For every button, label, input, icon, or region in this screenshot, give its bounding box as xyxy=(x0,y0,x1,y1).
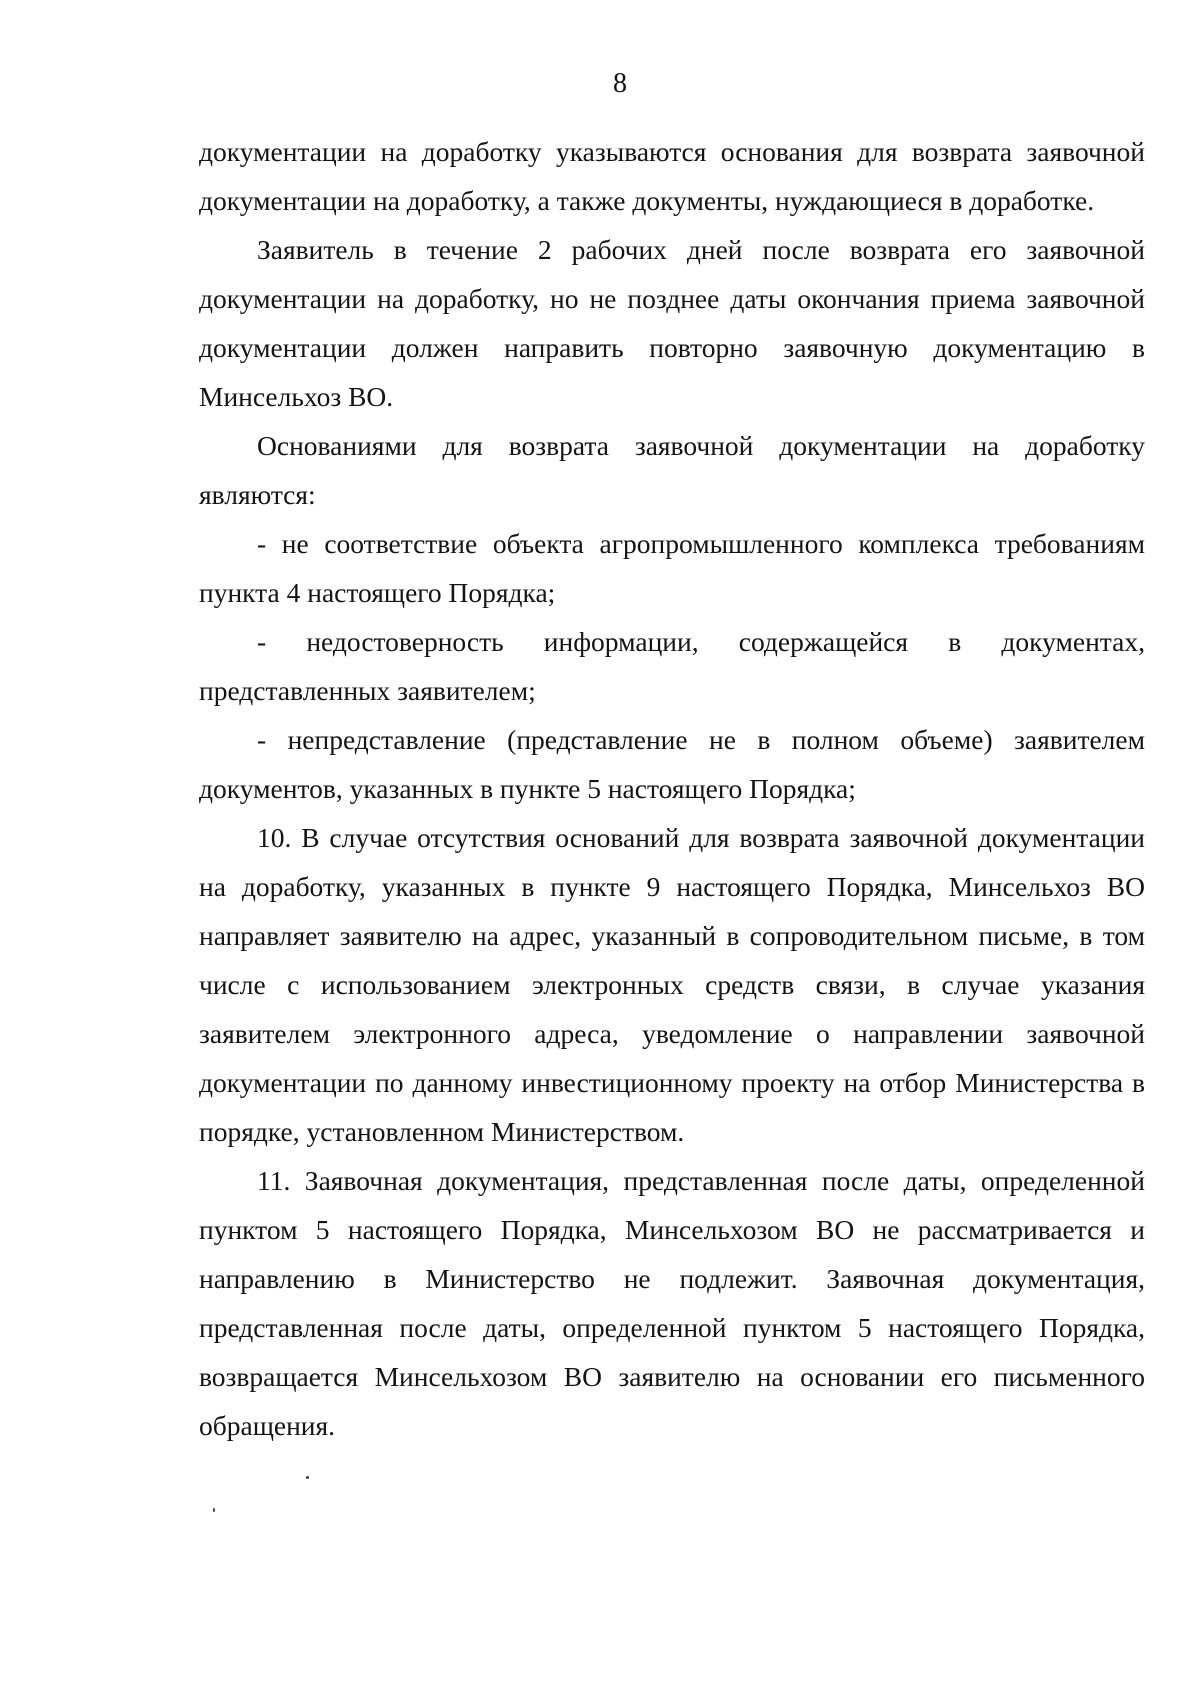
list-item-noncompliance: - не соответствие объекта агропромышленного комплекса требованиям пункта 4 настоящего Порядка; xyxy=(199,528,1145,608)
scan-artifact-dot xyxy=(306,1476,309,1479)
paragraph-continuation: документации на доработку указываются основания для возврата заявочной документации на доработку, а также документы, нуждающиеся в доработке. xyxy=(199,136,1145,216)
page-number: 8 xyxy=(613,68,627,99)
paragraph-clause-11: 11. Заявочная документация, представленная после даты, определенной пунктом 5 настоящего Порядка, Минсельхозом ВО не рассматривается и направлению в Министерство не подлежит. Заявочная документация, представленная после даты, определенной пунктом 5 настоящего Порядка, возвращается Минсельхозом ВО заявителю на основании его письменного обращения. xyxy=(199,1165,1145,1441)
paragraph-resubmission: Заявитель в течение 2 рабочих дней после возврата его заявочной документации на доработку, но не позднее даты окончания приема заявочной документации должен направить повторно заявочную документацию в Минсельхоз ВО. xyxy=(199,234,1145,412)
scan-artifact-dot xyxy=(213,1508,215,1512)
paragraph-grounds-intro: Основаниями для возврата заявочной документации на доработку являются: xyxy=(199,430,1145,510)
document-body xyxy=(199,127,1145,1450)
paragraph-clause-10: 10. В случае отсутствия оснований для возврата заявочной документации на доработку, указанных в пункте 9 настоящего Порядка, Минсельхоз ВО направляет заявителю на адрес, указанный в сопроводительном письме, в том числе с использованием электронных средств связи, в случае указания заявителем электронного адреса, уведомление о направлении заявочной документации по данному инвестиционному проекту на отбор Министерства в порядке, установленном Министерством. xyxy=(199,822,1145,1147)
list-item-missing-documents: - непредставление (представление не в полном объеме) заявителем документов, указанных в пункте 5 настоящего Порядка; xyxy=(199,724,1145,804)
list-item-unreliable-info: - недостоверность информации, содержащейся в документах, представленных заявителем; xyxy=(199,626,1145,706)
